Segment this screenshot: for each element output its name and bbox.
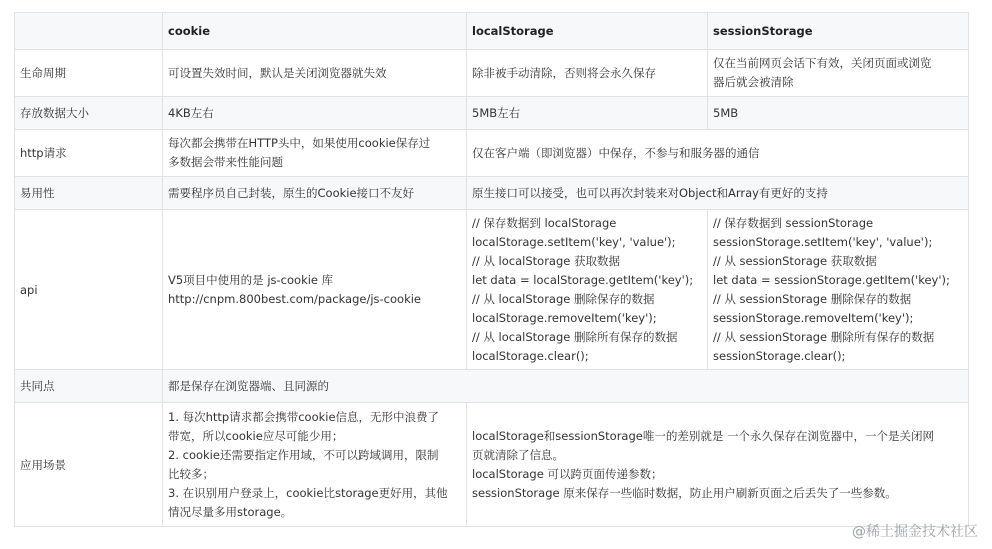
header-cookie: cookie [163, 13, 467, 50]
code-line: // 保存数据到 localStorage [472, 215, 617, 230]
code-line: // 从 sessionStorage 删除保存的数据 [713, 291, 912, 306]
row-label: 易用性 [15, 177, 163, 210]
code-line: // 从 localStorage 删除所有保存的数据 [472, 329, 678, 344]
text-line: 仅在当前网页会话下有效，关闭页面或浏览 [713, 56, 932, 70]
text-line: 比较多； [168, 466, 214, 481]
cell-cookie [163, 210, 467, 370]
row-label: 应用场景 [15, 403, 163, 527]
header-empty [15, 13, 163, 50]
code-line: // 从 localStorage 获取数据 [472, 253, 621, 268]
cell-localstorage: 除非被手动清除，否则将会永久保存 [467, 50, 708, 97]
cell-sessionstorage [708, 50, 969, 97]
text-line: 每次都会携带在HTTP头中，如果使用cookie保存过 [168, 136, 431, 150]
cell-cookie: 4KB左右 [163, 97, 467, 130]
comparison-table [14, 12, 969, 527]
row-lifecycle [15, 50, 969, 97]
text-line: V5项目中使用的是 js-cookie 库 [168, 272, 334, 287]
row-label: http请求 [15, 130, 163, 177]
text-line: http://cnpm.800best.com/package/js-cookie [168, 291, 421, 306]
row-api [15, 210, 969, 370]
cell-cookie [163, 403, 467, 527]
header-localstorage: localStorage [467, 13, 708, 50]
cell-storage: 原生接口可以接受，也可以再次封装来对Object和Array有更好的支持 [467, 177, 969, 210]
row-label: 生命周期 [15, 50, 163, 97]
cell-common: 都是保存在浏览器端、且同源的 [163, 370, 969, 403]
text-line: localStorage和sessionStorage唯一的差别就是 一个永久保存在浏览器中，一个是关闭网 [472, 428, 935, 443]
code-line: // 从 sessionStorage 获取数据 [713, 253, 877, 268]
code-line: let data = sessionStorage.getItem('key'); [713, 272, 950, 287]
row-size [15, 97, 969, 130]
cell-localstorage: 5MB左右 [467, 97, 708, 130]
row-label: api [15, 210, 163, 370]
cell-storage [467, 403, 969, 527]
header-row [15, 13, 969, 50]
code-line: let data = localStorage.getItem('key'); [472, 272, 694, 287]
text-line: sessionStorage 原来保存一些临时数据，防止用户刷新页面之后丢失了一些参数。 [472, 485, 897, 500]
text-line: 2. cookie还需要指定作用域，不可以跨域调用，限制 [168, 447, 439, 462]
code-line: localStorage.removeItem('key'); [472, 310, 657, 325]
text-line: 多数据会带来性能问题 [168, 155, 283, 169]
cell-cookie: 可设置失效时间，默认是关闭浏览器就失效 [163, 50, 467, 97]
code-line: sessionStorage.clear(); [713, 348, 846, 363]
text-line: 3. 在识别用户登录上，cookie比storage更好用，其他 [168, 485, 448, 500]
row-common [15, 370, 969, 403]
text-line: 页就清除了信息。 [472, 447, 564, 462]
row-scenario [15, 403, 969, 527]
code-line: // 保存数据到 sessionStorage [713, 215, 874, 230]
code-line: localStorage.clear(); [472, 348, 589, 363]
row-label: 存放数据大小 [15, 97, 163, 130]
watermark: @稀土掘金技术社区 [852, 524, 978, 540]
cell-localstorage [467, 210, 708, 370]
code-line: sessionStorage.setItem('key', 'value'); [713, 234, 933, 249]
text-line: 1. 每次http请求都会携带cookie信息，无形中浪费了 [168, 409, 440, 424]
code-line: sessionStorage.removeItem('key'); [713, 310, 914, 325]
row-usability [15, 177, 969, 210]
text-line: 带宽，所以cookie应尽可能少用； [168, 428, 344, 443]
cell-sessionstorage [708, 210, 969, 370]
text-line: 器后就会被清除 [713, 75, 794, 89]
cell-cookie [163, 130, 467, 177]
cell-sessionstorage: 5MB [708, 97, 969, 130]
code-line: // 从 sessionStorage 删除所有保存的数据 [713, 329, 935, 344]
row-http [15, 130, 969, 177]
text-line: localStorage 可以跨页面传递参数； [472, 466, 663, 481]
code-line: // 从 localStorage 删除保存的数据 [472, 291, 655, 306]
code-line: localStorage.setItem('key', 'value'); [472, 234, 676, 249]
row-label: 共同点 [15, 370, 163, 403]
cell-cookie: 需要程序员自己封装，原生的Cookie接口不友好 [163, 177, 467, 210]
header-sessionstorage: sessionStorage [708, 13, 969, 50]
cell-storage: 仅在客户端（即浏览器）中保存，不参与和服务器的通信 [467, 130, 969, 177]
text-line: 情况尽量多用storage。 [168, 504, 293, 519]
